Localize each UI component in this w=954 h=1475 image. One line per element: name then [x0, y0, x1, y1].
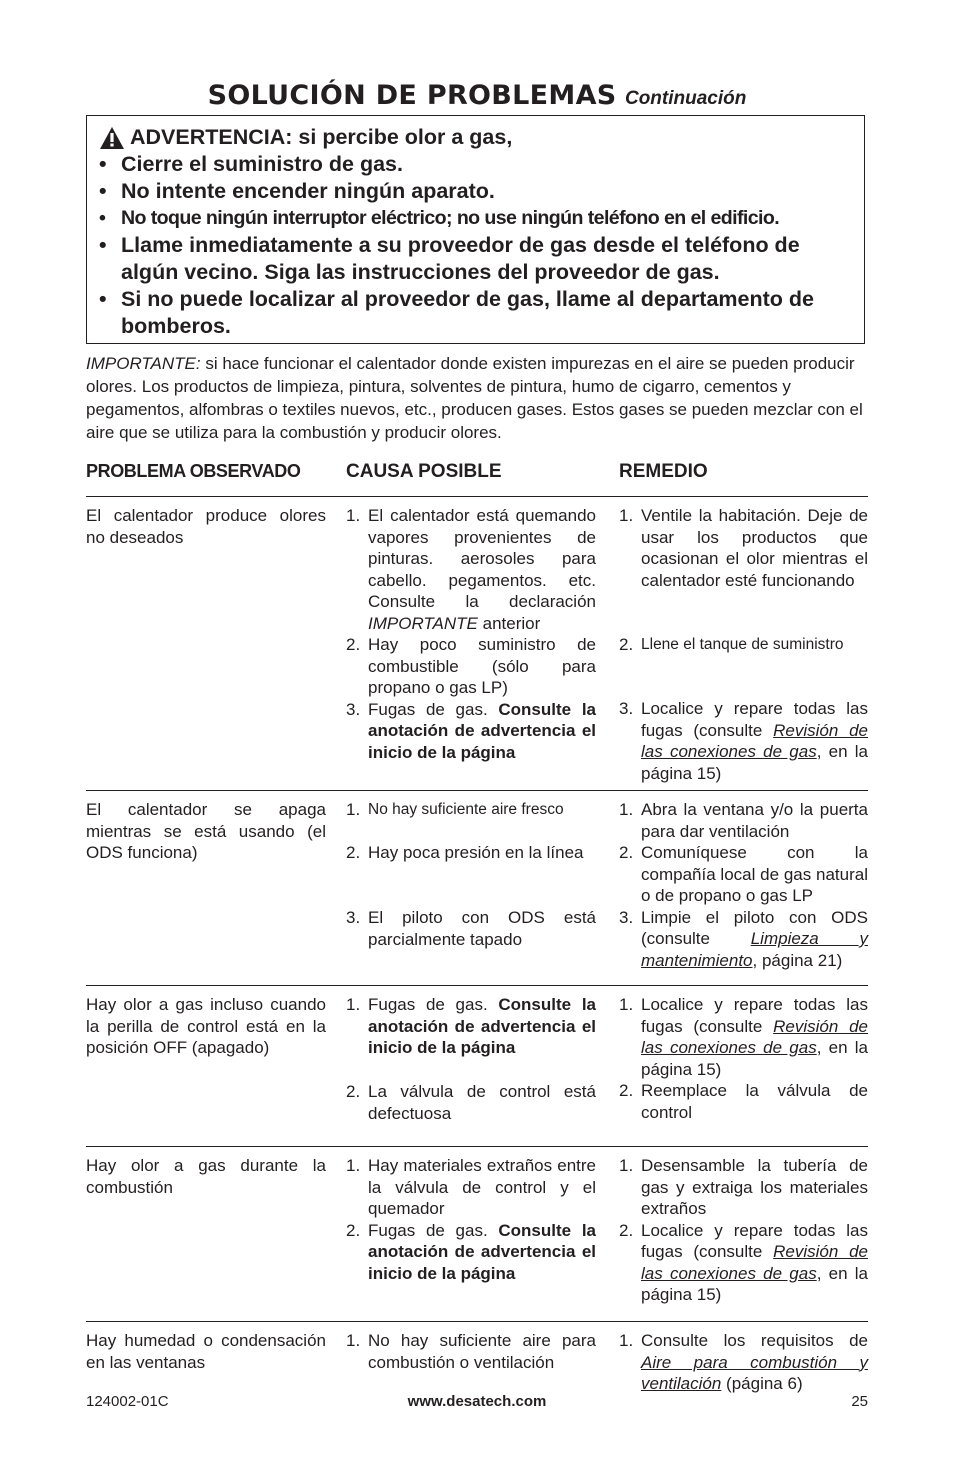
cause-item: 2. Hay poco suministro de combustible (sólo para propano o gas LP) — [346, 635, 596, 697]
table-header — [86, 461, 868, 496]
column-header-problem: PROBLEMA OBSERVADO — [86, 461, 301, 481]
cause-item: 2. Hay poca presión en la línea — [346, 843, 584, 862]
important-note — [86, 352, 868, 444]
page-title: SOLUCIÓN DE PROBLEMAS — [207, 80, 617, 111]
cause-item: 1. No hay suficiente aire fresco — [346, 800, 564, 819]
remedy-item: 1. Localice y repare todas las fugas (consulte Revisión de las conexiones de gas, en la página 15) — [619, 995, 869, 1079]
cause-item: 3. Fugas de gas. Consulte la anotación de advertencia el inicio de la página — [346, 699, 596, 762]
remedy-cell — [619, 799, 868, 985]
cause-cell — [346, 1330, 596, 1395]
link-cleaning-maintenance[interactable]: Limpieza y mantenimiento — [641, 929, 868, 970]
column-header-cause: CAUSA POSIBLE — [346, 461, 502, 482]
column-header-remedy: REMEDIO — [619, 461, 708, 482]
warning-bullet: • No toque ningún interruptor eléctrico; no use ningún teléfono en el edificio. — [99, 205, 854, 232]
troubleshooting-table — [86, 461, 868, 1395]
cause-item: 3. El piloto con ODS está parcialmente tapado — [346, 908, 596, 949]
warning-bullet: • Cierre el suministro de gas. — [99, 151, 854, 178]
remedy-item: 1. Abra la ventana y/o la puerta para dar ventilación — [619, 800, 868, 841]
remedy-item: 2. Localice y repare todas las fugas (consulte Revisión de las conexiones de gas, en la página 15) — [619, 1220, 869, 1304]
warning-triangle-icon — [99, 126, 125, 150]
link-gas-connections[interactable]: Revisión de las conexiones de gas — [641, 1242, 869, 1283]
cause-cell — [346, 505, 596, 790]
table-row — [86, 1322, 868, 1395]
link-gas-connections[interactable]: Revisión de las conexiones de gas — [641, 1016, 869, 1057]
remedy-item: 1. Desensamble la tubería de gas y extraiga los materiales extraños — [619, 1156, 868, 1218]
remedy-cell — [619, 994, 868, 1146]
warning-heading-line — [99, 124, 854, 151]
remedy-cell — [619, 1155, 868, 1321]
remedy-item: 3. Localice y repare todas las fugas (consulte Revisión de las conexiones de gas, en la página 15) — [619, 699, 869, 783]
cause-item: 2. La válvula de control está defectuosa — [346, 1082, 596, 1123]
problem-cell: Hay humedad o condensación en las ventanas — [86, 1331, 326, 1372]
cause-item: 2. Fugas de gas. Consulte la anotación de advertencia el inicio de la página — [346, 1220, 596, 1283]
warning-box — [86, 115, 865, 344]
remedy-item: 1. Consulte los requisitos de Aire para combustión y ventilación (página 6) — [619, 1331, 868, 1393]
problem-cell: El calentador produce olores no deseados — [86, 506, 326, 547]
problem-cell: Hay olor a gas durante la combustión — [86, 1156, 326, 1197]
website-link[interactable]: www.desatech.com — [407, 1393, 547, 1410]
table-row — [86, 497, 868, 790]
warning-heading: ADVERTENCIA: si percibe olor a gas, — [130, 125, 513, 149]
cause-item: 1. Hay materiales extraños entre la válvula de control y el quemador — [346, 1156, 596, 1218]
important-label: IMPORTANTE: — [86, 354, 201, 373]
remedy-cell — [619, 1330, 868, 1395]
table-row — [86, 986, 868, 1146]
warning-bullet: • No intente encender ningún aparato. — [99, 178, 854, 205]
remedy-cell — [619, 505, 868, 790]
cause-cell — [346, 994, 596, 1146]
remedy-item: 2. Llene el tanque de suministro — [619, 635, 844, 654]
page-title-block — [0, 80, 954, 111]
remedy-item: 2. Comuníquese con la compañía local de gas natural o de propano o gas LP — [619, 843, 868, 905]
warning-list — [99, 151, 854, 340]
problem-cell: El calentador se apaga mientras se está usando (el ODS funciona) — [86, 800, 326, 862]
cause-item: 1. No hay suficiente aire para combustión o ventilación — [346, 1331, 596, 1372]
doc-number: 124002-01C — [86, 1393, 169, 1410]
link-combustion-air[interactable]: Aire para combustión y ventilación — [641, 1352, 868, 1393]
remedy-item: 2. Reemplace la válvula de control — [619, 1081, 868, 1122]
cause-item: 1. El calentador está quemando vapores provenientes de pinturas. aerosoles para cabello. pegamentos. etc. Consulte la declaración IMPORTANTE anterior — [346, 506, 596, 633]
table-row — [86, 1147, 868, 1321]
page-number: 25 — [851, 1393, 868, 1410]
warning-bullet: • Si no puede localizar al proveedor de gas, llame al departamento de bomberos. — [99, 286, 854, 340]
cause-cell — [346, 1155, 596, 1321]
table-row — [86, 791, 868, 985]
remedy-item: 1. Ventile la habitación. Deje de usar los productos que ocasionan el olor mientras el calentador esté funcionando — [619, 506, 868, 590]
cause-item: 1. Fugas de gas. Consulte la anotación de advertencia el inicio de la página — [346, 995, 596, 1057]
link-gas-connections[interactable]: Revisión de las conexiones de gas — [641, 720, 869, 761]
problem-cell: Hay olor a gas incluso cuando la perilla de control está en la posición OFF (apagado) — [86, 995, 326, 1057]
important-text: si hace funcionar el calentador donde existen impurezas en el aire se pueden producir olores. Los productos de limpieza, pintura, solventes de pintura, humo de cigarro, cementos y pegamentos, alfombras o textiles nuevos, etc., producen gases. Estos gases se pueden mezclar con el aire que se utiliza para la combustión y producir olores. — [86, 354, 863, 442]
remedy-item: 3. Limpie el piloto con ODS (consulte Limpieza y mantenimiento, página 21) — [619, 907, 868, 970]
page-subtitle: Continuación — [624, 88, 747, 109]
cause-cell — [346, 799, 596, 985]
warning-bullet: • Llame inmediatamente a su proveedor de gas desde el teléfono de algún vecino. Siga las instrucciones del proveedor de gas. — [99, 232, 854, 286]
